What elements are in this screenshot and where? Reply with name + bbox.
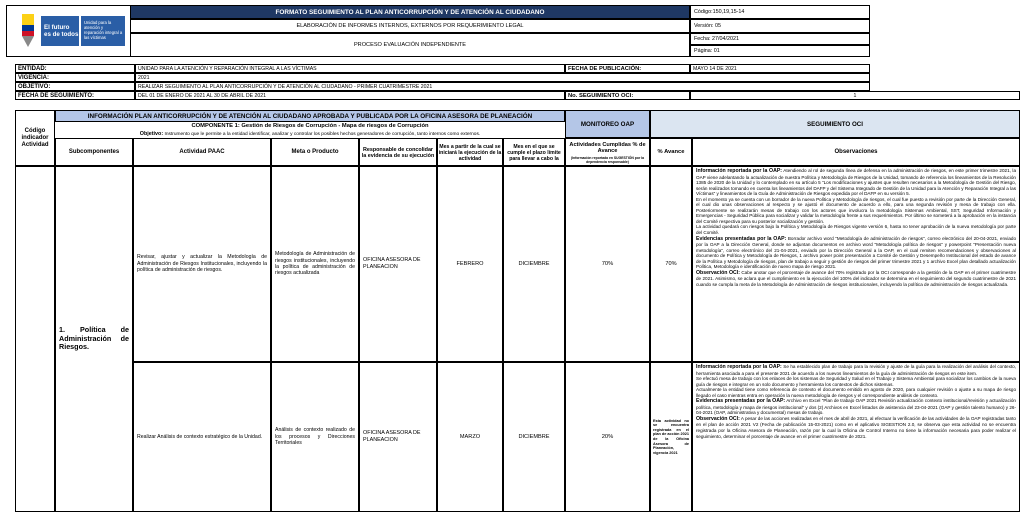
table-row-1-cumplidas: 70% (565, 166, 650, 362)
table-row-2-mes-fin: DICIEMBRE (503, 362, 565, 512)
obs-1-p5: Observación OCI: Cabe anotar que el porcentaje de avance del 70% registrado por la OCI corresponde a la gestión de la OAP en el primer cuatrimestre de 2021. Asimismo, se aclara que el cumplimiento en la ejecución del 100% del indicador se determina en el seguimiento del segundo cuatrimestre de 2021 cuando se cumpla la meta de la Metodología de Administración de riesgos institucionales, incluyendo la política de administración de riesgos actualizada. (696, 269, 1017, 287)
entidad-value: UNIDAD PARA LA ATENCIÓN Y REPARACIÓN INTEGRAL A LAS VÍCTIMAS (135, 64, 565, 73)
obs-1-p1: Información reportada por la OAP: Atendiendo al rol de segunda línea de defensa en la administración de riesgos, en este primer trimestre 2021, la OAP viene adelantando la actualización de nuestra Política y Metodología de Riesgos de la Unidad, tomando de referencia los lineamientos de la Resolución 1385 de 2020 de la Unidad y lo contemplado en su artículo 5 "Los modificaciones y ajustes que resulten necesarios a la Metodología de Gestión del Riesgo, serán realizados tomando en cuenta los lineamientos del DAFP y del Sistema Integrado de Gestión de la Unidad para la Atención y Reparación Integral a las Víctimas" y lineamientos de la Guía de Administración de Riesgos expedida por el DAFP en su versión 5. (696, 168, 1017, 197)
unidad-logo (81, 16, 125, 46)
form-title: FORMATO SEGUIMIENTO AL PLAN ANTICORRUPCIÓN Y DE ATENCIÓN AL CIUDADANO (130, 5, 690, 19)
table-row-2-actividad: Realizar Análisis de contexto estratégico de la Unidad. (133, 362, 271, 512)
obs-1-p2: En el momento ya se cuenta con un borrador de la nueva Política y Metodología de riesgos, el cual fue puesto a revisión por parte de la Dirección General, el cual dio unas observaciones al respecto y se ajustó el documento de acuerdo a ello, para una segunda revisión y mesa de trabajo con ella. Posteriormente se realizarán mesas de trabajo con los actores que involucra la metodología Sistemas Ambiental, SST, Seguridad Información y Emergencias - Seguridad Pública para socializar y validar la metodología frente a sus requerimientos. Por último se someterá a la aprobación en la instancia del Comité respectiva para su posterior socialización y gestión. (696, 196, 1016, 224)
no-seg-value: 1 (690, 91, 1020, 100)
obs-2-p5: Observación OCI: A pesar de las acciones realizadas en el mes de abril de 2021, al efectuar la verificación de las actividades de la OAP registradas tanto en el plan de acción 2021 V2 (Fecha de publicación 15-03-2021) como en el aplicativo SIGESTION 2.0, se observa que esta actividad no se encuentra registrada por la Oficina Asesora de Planeación, razón por la cual la Oficina de Control Interno no tiene la información necesaria para poder realizar el seguimiento, determinar el porcentaje de avance en el primer cuatrimestre de 2021. (696, 415, 1016, 439)
form-subtitle: ELABORACIÓN DE INFORMES INTERNOS, EXTERNOS POR REQUERIMIENTO LEGAL (130, 19, 690, 33)
codigo-cell (15, 166, 55, 512)
logo-line2: es de todos (44, 31, 79, 38)
monitoreo-header: MONITOREO OAP (565, 110, 650, 138)
fecha-pub-value: MAYO 14 DE 2021 (690, 64, 870, 73)
table-row-1-avance: 70% (650, 166, 692, 362)
col-cumplidas: Actividades Cumplidas % de Avance (Información reportada en SUGESTIÓN por la dependencia responsable) (565, 138, 650, 166)
col-actividad: Actividad PAAC (133, 138, 271, 166)
componente-title: COMPONENTE 1: Gestión de Riesgos de Corrupción - Mapa de riesgos de Corrupción (191, 123, 429, 129)
logo-right-text: Unidad para la atención y reparación integral a las víctimas (84, 20, 123, 40)
fecha-seg-value: DEL 01 DE ENERO DE 2021 AL 30 DE ABRIL DE 2021 (135, 91, 565, 100)
obs-2-p2: Se efectuó mesa de trabajo con los enlaces de los sistemas de Seguridad y Salud en el Trabajo y Sistema Ambiental para socializar los cambios de la nueva guía de riesgos e integrar en un solo documento y herramienta los contextos de dichos sistemas. (696, 376, 1016, 387)
obs-2-p1: Información reportada por la OAP: Se ha establecido plan de trabajo para la revisión y ajuste de la guía para la realización del análisis del contexto, herramienta asociada a para el presente 2021 de acuerdo a los nuevos lineamientos de la guía de administración de riesgos en este item. (696, 364, 1017, 376)
col-meta: Meta o Producto (271, 138, 359, 166)
doc-code: Código:150,19,15-14 (690, 5, 870, 19)
table-row-1-responsable: OFICINA ASESORA DE PLANEACION (359, 166, 437, 362)
col-avance: % Avance (650, 138, 692, 166)
plan-title: INFORMACIÓN PLAN ANTICORRUPCIÓN Y DE ATENCIÓN AL CIUDADANO APROBADA Y PUBLICADA POR LA OFICINA ASESORA DE PLANEACIÓN (55, 110, 565, 122)
colombia-crest-icon (21, 14, 35, 48)
col-mes-fin: Mes en el que se cumple el plazo límite para llevar a cabo la (503, 138, 565, 166)
table-row-1-mes-inicio: FEBRERO (437, 166, 503, 362)
col-responsable: Responsable de concolidar la evidencia de su ejecución (359, 138, 437, 166)
vigencia-value: 2021 (135, 73, 870, 82)
objetivo-value: REALIZAR SEGUIMIENTO AL PLAN ANTICORRUPCIÓN Y DE ATENCIÓN AL CIUDADANO - PRIMER CUATRIMESTRE 2021 (135, 82, 870, 91)
gov-logo (41, 16, 79, 46)
col-observaciones: Observaciones (692, 138, 1020, 166)
fecha-pub-label: FECHA DE PUBLICACIÓN: (565, 64, 690, 73)
vigencia-label: VIGENCIA: (15, 73, 135, 82)
table-row-2-cumplidas: 20% (565, 362, 650, 512)
entidad-label: ENTIDAD: (15, 64, 135, 73)
col-codigo: Código indicador Actividad (15, 110, 55, 166)
table-row-1-actividad: Revisar, ajustar y actualizar la Metodología de Administración de Riesgos Institucionales, incluyendo la política de administración de riesgos. (133, 166, 271, 362)
doc-page: Página: 01 (690, 45, 870, 57)
objetivo-line: Objetivo: Instrumento que le permite a la entidad identificar, analizar y controlar los posibles hechos generadores de corrupción, tanto internos como externos. (139, 131, 481, 137)
col-mes-inicio: Mes a partir de la cual se iniciará la ejecución de la actividad (437, 138, 503, 166)
seguimiento-header: SEGUIMIENTO OCI (650, 110, 1020, 138)
logo-line1: El futuro (44, 24, 70, 31)
logo-box (6, 5, 130, 57)
col-subcomp: Subcomponentes (55, 138, 133, 166)
table-row-2-responsable: OFICINA ASESORA DE PLANEACION (359, 362, 437, 512)
subcomponente-cell: 1. Política de Administración de Riesgos. (55, 166, 133, 512)
table-row-1-observaciones (692, 166, 1020, 362)
fecha-seg-label: FECHA DE SEGUIMIENTO: (15, 91, 135, 100)
table-row-2-mes-inicio: MARZO (437, 362, 503, 512)
doc-date: Fecha: 27/04/2021 (690, 33, 870, 45)
table-row-2-observaciones (692, 362, 1020, 512)
obs-1-p3: La actividad quedará con riesgos bajo la Política y Metodología de Riesgos vigente versión 6, hasta no tener aprobación de la nueva metodología por parte del Comité. (696, 224, 1016, 236)
table-row-1-mes-fin: DICIEMBRE (503, 166, 565, 362)
obs-1-p4: Evidencias presentadas por la OAP: Borrador archivo word "Metodología de administración de riesgos", correo electrónico del 20-04-2021, enviado por la OAP a la Dirección General, donde se adjuntan documentos en archivo word "Metodología política de riesgos" y powerpoint "Presentación nueva metodología", correo electrónico del 21-04-2021, enviado por la Dirección General a la OAP, en el cual remiten recomendaciones y observaciones al documento de Política y Metodología de Riesgos, 1 archivo power point presentación a Comité de Gestión y Desempeño Institucional del estado de avance de la Política y Metodología de riesgos, plan de trabajo a seguir y gestión de riesgos del primer trimestre 2021 y 1 archivo Excel plan detallado actualización Política, Metodología e identificación de nuevo mapa de riesgo 2021. (696, 235, 1017, 270)
obs-2-p3: Actualmente la entidad tiene como referencia de contexto el documento emitido en agosto de 2020, para cualquier revisión o ajuste a su mapa de riesgo llegado el caso mientras entra en operación la nueva metodología de riesgos y el correspondiente análisis de contexto. (696, 387, 1016, 398)
form-process: PROCESO EVALUACIÓN INDEPENDIENTE (130, 33, 690, 57)
doc-version: Versión: 05 (690, 19, 870, 33)
table-row-2-avance: Esta actividad no se encuentra registrada en el plan de acción 2021 de la Oficina Asesora de Planeación, vigencia 2021 (650, 362, 692, 512)
objetivo-label: OBJETIVO: (15, 82, 135, 91)
table-row-1-meta: Metodología de Administración de riesgos institucionales, incluyendo la política de administración de riesgos actualizada (271, 166, 359, 362)
table-row-2-meta: Análisis de contexto realizado de los procesos y Direcciones Territoriales (271, 362, 359, 512)
no-seg-label: No. SEGUIMIENTO OCI: (565, 91, 690, 100)
obs-2-p4: Evidencias presentadas por la OAP: Archivo en Excel "Plan de trabajo OAP 2021 Revisión actualización contexto institucional/revisión y actualización política, metodología y mapa de riesgos institucional" y dos (2) Archivos en Excel listados de asistencia del 23-04-2021 (OAP y gestión talento humano) y 26-04-2021 (OAP, administrativa y documental) mesas de trabajo. (696, 398, 1016, 416)
